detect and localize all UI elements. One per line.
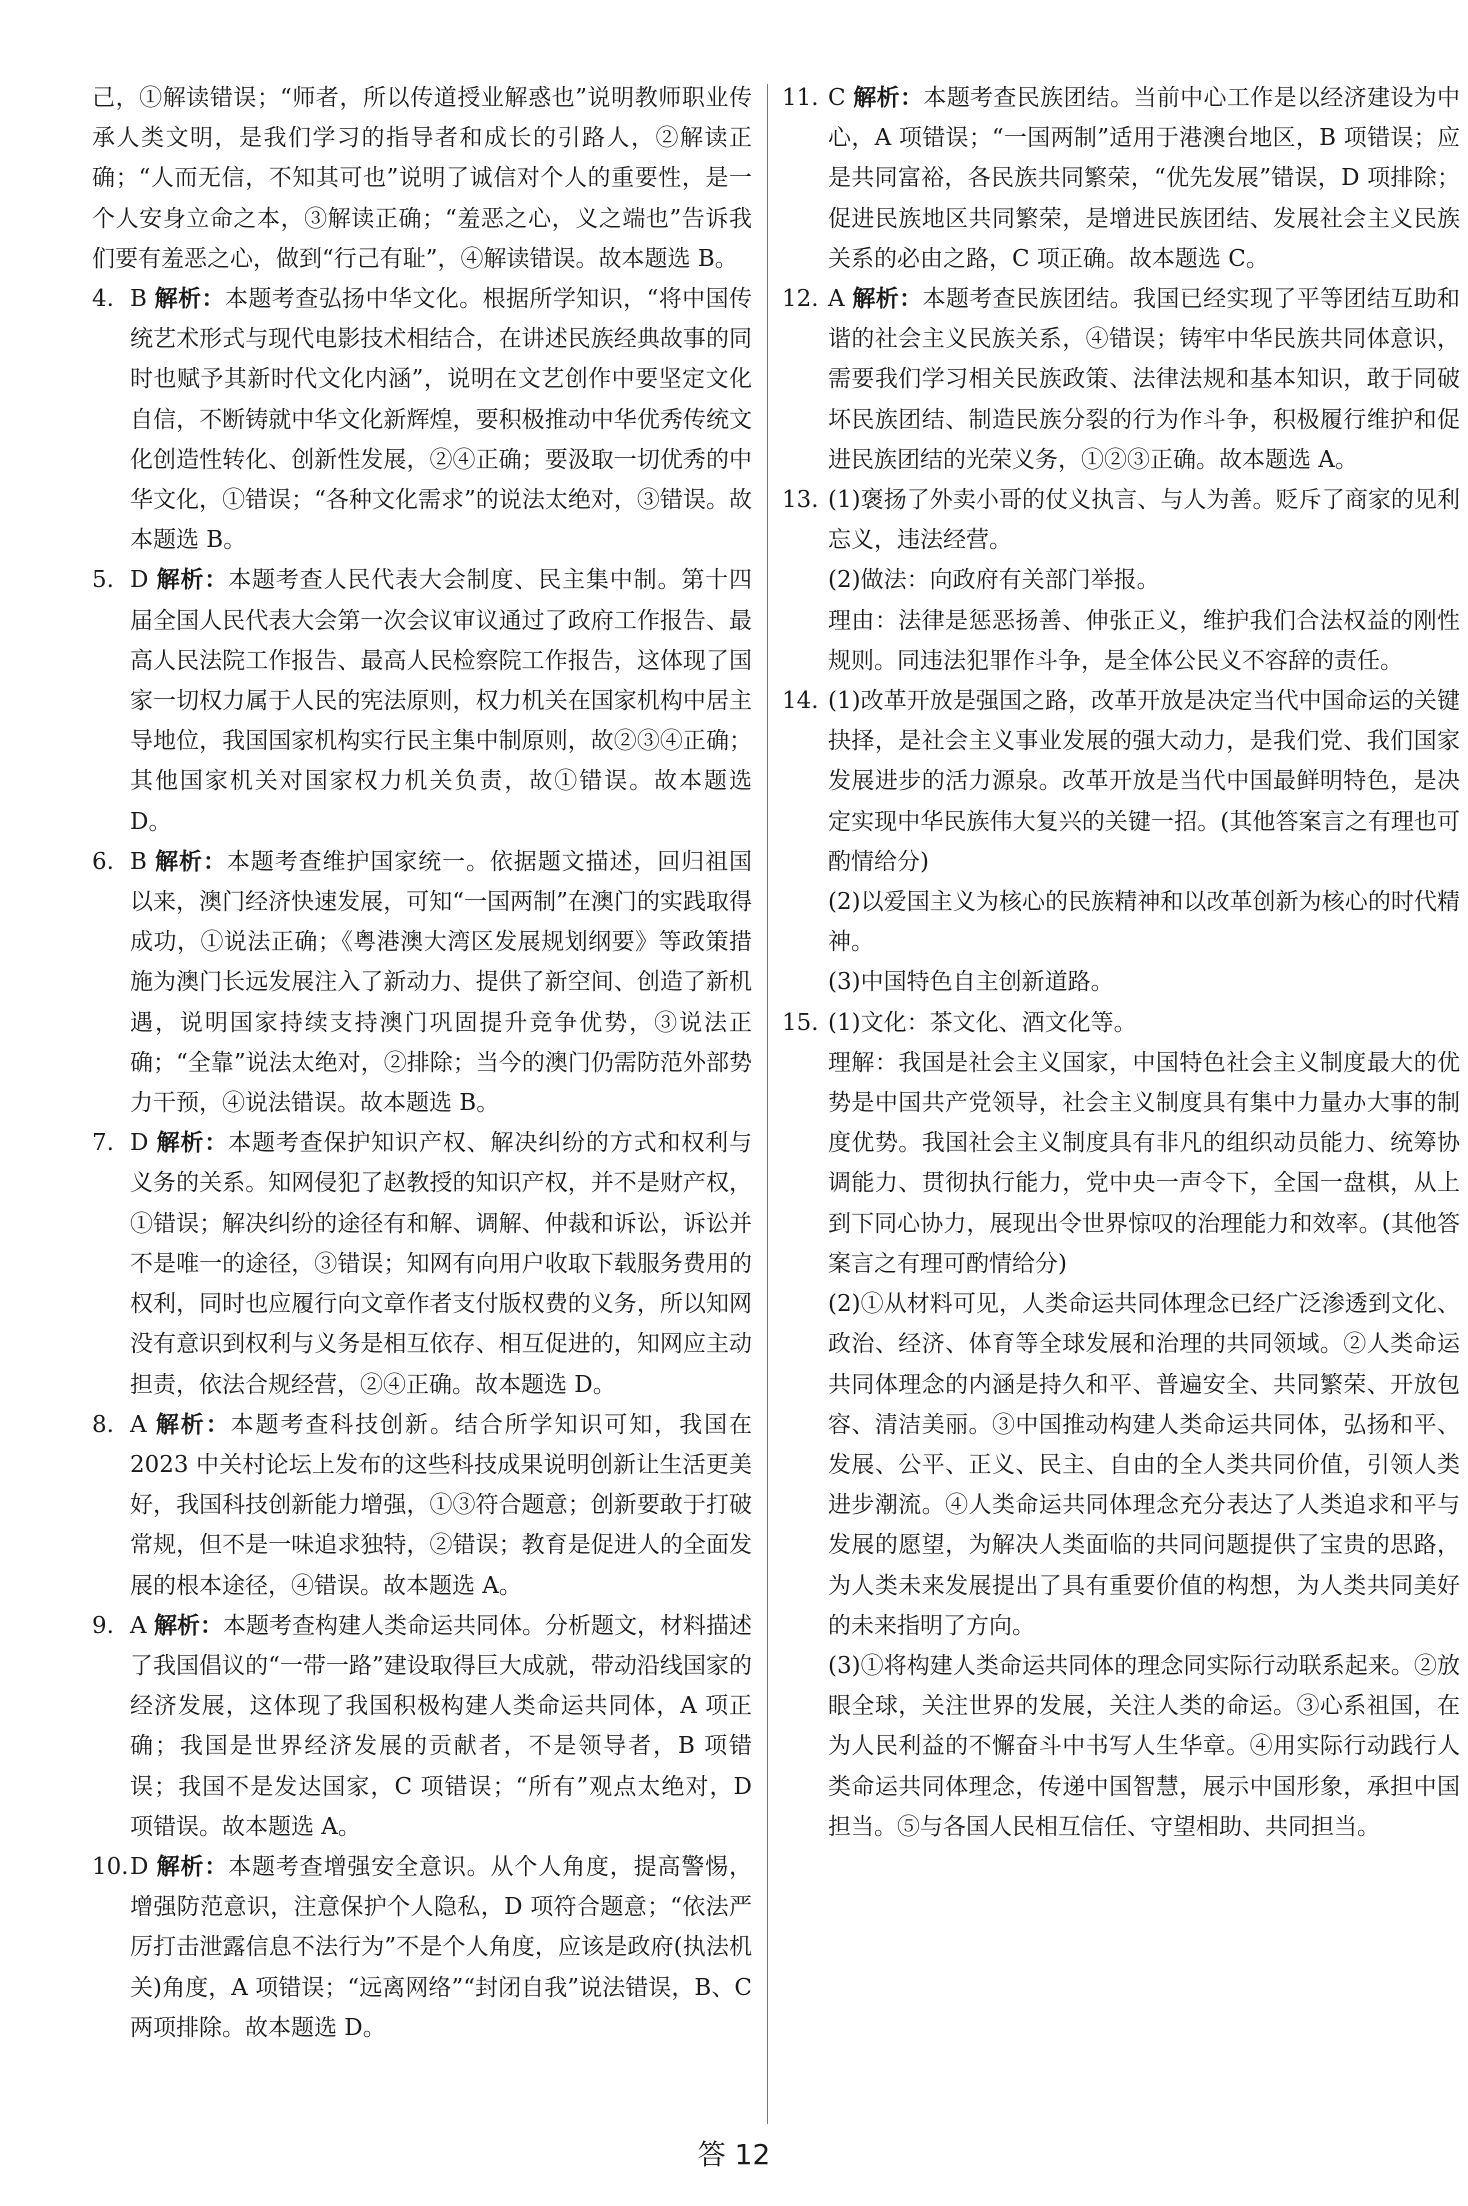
item-answer: B (130, 848, 147, 875)
analysis-label: 解析： (153, 1611, 223, 1639)
answer-part: (1)文化：茶文化、酒文化等。 (828, 1009, 1137, 1036)
answer-item-9 (92, 1606, 752, 1847)
item-number: 5. (92, 567, 114, 594)
item-number: 9. (92, 1612, 114, 1639)
answer-item-8 (92, 1405, 752, 1606)
item-number: 14. (782, 688, 819, 715)
answer-part: (2)①从材料可见，人类命运共同体理念已经广泛渗透到文化、政治、经济、体育等全球发展和治理的共同领域。②人类命运共同体理念的内涵是持久和平、普遍安全、共同繁荣、开放包容、清洁美丽。③中国推动构建人类命运共同体，弘扬和平、发展、公平、正义、民主、自由的全人类共同价值，引领人类进步潮流。④人类命运共同体理念充分表达了人类追求和平与发展的愿望，为解决人类面临的共同问题提供了宝贵的思路，为人类未来发展提出了具有重要价值的构想，为人类共同美好的未来指明了方向。 (828, 1291, 1460, 1639)
answer-item-14 (782, 681, 1460, 1003)
analysis-text: 本题考查保护知识产权、解决纠纷的方式和权利与义务的关系。知网侵犯了赵教授的知识产权，并不是财产权，①错误；解决纠纷的途径有和解、调解、仲裁和诉讼，诉讼并不是唯一的途径，③错误；知网有向用户收取下载服务费用的权利，同时也应履行向文章作者支付版权费的义务，所以知网没有意识到权利与义务是相互依存、相互促进的，知网应主动担责，依法合规经营，②④正确。故本题选 D。 (130, 1130, 753, 1398)
answer-item-11 (782, 78, 1460, 279)
page-number: 答 12 (697, 2138, 771, 2171)
analysis-text: 本题考查民族团结。当前中心工作是以经济建设为中心，A 项错误；“一国两制”适用于港澳台地区，B 项错误；应是共同富裕，各民族共同繁荣，“优先发展”错误，D 项排除；促进民族地区共同繁荣，是增进民族团结、发展社会主义民族关系的必由之路，C 项正确。故本题选 C。 (828, 85, 1461, 272)
item-number: 10. (92, 1853, 129, 1880)
answer-item-4 (92, 279, 752, 560)
answer-item-10 (92, 1847, 752, 2048)
analysis-text: 本题考查人民代表大会制度、民主集中制。第十四届全国人民代表大会第一次会议审议通过了政府工作报告、最高人民法院工作报告、最高人民检察院工作报告，这体现了国家一切权力属于人民的宪法原则，权力机关在国家机构中居主导地位，我国国家机构实行民主集中制原则，故②③④正确；其他国家机关对国家权力机关负责，故①错误。故本题选 D。 (130, 567, 753, 835)
answer-item-12 (782, 279, 1460, 480)
item-number: 15. (782, 1009, 819, 1036)
item-answer: A (130, 1612, 147, 1639)
answer-part: (2)以爱国主义为核心的民族精神和以改革创新为核心的时代精神。 (828, 889, 1460, 956)
analysis-label: 解析： (156, 1129, 229, 1157)
analysis-label: 解析： (155, 847, 227, 875)
item-number: 13. (782, 487, 819, 514)
left-column (92, 78, 752, 2048)
analysis-text: 本题考查民族团结。我国已经实现了平等团结互助和谐的社会主义民族关系，④错误；铸牢中华民族共同体意识，需要我们学习相关民族政策、法律法规和基本知识，敢于同破坏民族团结、制造民族分裂的行为作斗争，积极履行维护和促进民族团结的光荣义务，①②③正确。故本题选 A。 (828, 286, 1461, 473)
item-answer: A (828, 286, 845, 313)
item-answer: A (130, 1411, 147, 1438)
analysis-label: 解析： (156, 1852, 229, 1880)
answer-part: (1)改革开放是强国之路，改革开放是决定当代中国命运的关键抉择，是社会主义事业发展的强大动力，是我们党、我们国家发展进步的活力源泉。改革开放是当代中国最鲜明特色，是决定实现中华民族伟大复兴的关键一招。(其他答案言之有理也可酌情给分) (828, 688, 1460, 875)
answer-item-13 (782, 480, 1460, 681)
analysis-text: 本题考查维护国家统一。依据题文描述，回归祖国以来，澳门经济快速发展，可知“一国两制”在澳门的实践取得成功，①说法正确；《粤港澳大湾区发展规划纲要》等政策措施为澳门长远发展注入了新动力、提供了新空间、创造了新机遇，说明国家持续支持澳门巩固提升竞争优势，③说法正确；“全靠”说法太绝对，②排除；当今的澳门仍需防范外部势力干预，④说法错误。故本题选 B。 (130, 848, 753, 1117)
item-answer: D (130, 1130, 149, 1157)
answer-part: (3)①将构建人类命运共同体的理念同实际行动联系起来。②放眼全球，关注世界的发展，关注人类的命运。③心系祖国，在为人民利益的不懈奋斗中书写人生华章。④用实际行动践行人类命运共同体理念，传递中国智慧，展示中国形象，承担中国担当。⑤与各国人民相互信任、守望相助、共同担当。 (828, 1652, 1460, 1840)
answer-part: (3)中国特色自主创新道路。 (828, 969, 1114, 996)
analysis-text: 本题考查弘扬中华文化。根据所学知识，“将中国传统艺术形式与现代电影技术相结合，在讲述民族经典故事的同时也赋予其新时代文化内涵”，说明在文艺创作中要坚定文化自信，不断铸就中华文化新辉煌，要积极推动中华优秀传统文化创造性转化、创新性发展，②④正确；要汲取一切优秀的中华文化，①错误；“各种文化需求”的说法太绝对，③错误。故本题选 B。 (130, 286, 753, 554)
answer-item-15 (782, 1003, 1460, 1847)
item-number: 7. (92, 1130, 114, 1157)
item-number: 11. (782, 85, 819, 111)
analysis-text: 本题考查增强安全意识。从个人角度，提高警惕，增强防范意识，注意保护个人隐私，D 项符合题意；“依法严厉打击泄露信息不法行为”不是个人角度，应该是政府(执法机关)角度，A 项错误；“远离网络”“封闭自我”说法错误，B、C 两项排除。故本题选 D。 (130, 1853, 753, 2041)
item-number: 12. (782, 286, 819, 313)
item-answer: C (828, 85, 846, 111)
item-answer: B (130, 286, 147, 313)
column-divider (767, 84, 768, 2124)
item-number: 8. (92, 1411, 114, 1438)
analysis-text: 本题考查构建人类命运共同体。分析题文，材料描述了我国倡议的“一带一路”建设取得巨大成就，带动沿线国家的经济发展，这体现了我国积极构建人类命运共同体，A 项正确；我国是世界经济发展的贡献者，不是领导者，B 项错误；我国不是发达国家，C 项错误；“所有”观点太绝对，D 项错误。故本题选 A。 (130, 1612, 753, 1840)
answer-item-7 (92, 1123, 752, 1404)
q3-continuation: 己，①解读错误；“师者，所以传道授业解惑也”说明教师职业传承人类文明，是我们学习的指导者和成长的引路人，②解读正确；“人而无信，不知其可也”说明了诚信对个人的重要性，是一个人安身立命之本，③解读正确；“羞恶之心，义之端也”告诉我们要有羞恶之心，做到“行己有耻”，④解读错误。故本题选 B。 (92, 85, 752, 272)
answer-item-6 (92, 842, 752, 1123)
analysis-label: 解析： (853, 84, 924, 111)
answer-part: 理解：我国是社会主义国家，中国特色社会主义制度最大的优势是中国共产党领导，社会主义制度具有集中力量办大事的制度优势。我国社会主义制度具有非凡的组织动员能力、统筹协调能力、贯彻执行能力，党中央一声令下，全国一盘棋，从上到下同心协力，展现出令世界惊叹的治理能力和效率。(其他答案言之有理可酌情给分) (828, 1049, 1460, 1277)
item-answer: D (130, 1853, 149, 1880)
analysis-label: 解析： (154, 285, 225, 313)
item-number: 4. (92, 286, 114, 313)
item-number: 6. (92, 848, 114, 875)
analysis-label: 解析： (156, 566, 229, 594)
answer-part: (2)做法：向政府有关部门举报。 (828, 567, 1160, 594)
right-column (782, 78, 1460, 1847)
analysis-label: 解析： (155, 1410, 231, 1438)
answer-item-5 (92, 560, 752, 841)
analysis-text: 本题考查科技创新。结合所学知识可知，我国在 2023 中关村论坛上发布的这些科技成果说明创新让生活更美好，我国科技创新能力增强，①③符合题意；创新要敢于打破常规，但不是一味追求独特，②错误；教育是促进人的全面发展的根本途径，④错误。故本题选 A。 (130, 1411, 753, 1599)
answer-part: (1)褒扬了外卖小哥的仗义执言、与人为善。贬斥了商家的见利忘义，违法经营。 (828, 487, 1460, 554)
answer-part: 理由：法律是惩恶扬善、伸张正义，维护我们合法权益的刚性规则。同违法犯罪作斗争，是全体公民义不容辞的责任。 (828, 607, 1460, 674)
item-answer: D (130, 567, 149, 594)
analysis-label: 解析： (852, 285, 923, 313)
